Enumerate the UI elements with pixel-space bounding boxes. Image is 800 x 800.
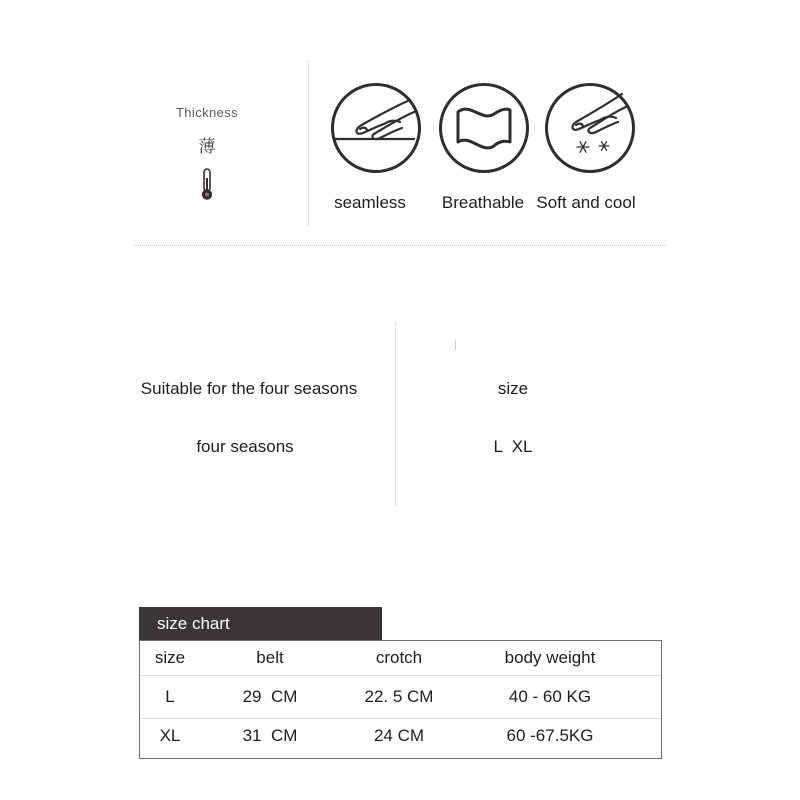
horizontal-divider: [135, 245, 665, 246]
cell-size: XL: [159, 726, 181, 745]
header-size: size: [154, 648, 186, 667]
thickness-value: 薄: [198, 137, 216, 157]
snowflake-icon: [577, 142, 589, 152]
season-value: four seasons: [196, 437, 294, 456]
header-crotch: crotch: [375, 648, 423, 667]
size-chart-title: size chart: [139, 607, 382, 640]
thermometer-icon: [199, 168, 215, 201]
cell-crotch: 24 CM: [373, 726, 425, 745]
size-value: L XL: [493, 437, 533, 456]
cell-belt: 29 CM: [242, 687, 298, 706]
snowflake-icon: [599, 142, 609, 151]
hand-touch-line-icon: [330, 82, 422, 174]
feature-label-seamless: seamless: [334, 193, 406, 212]
header-body-weight: body weight: [504, 648, 596, 667]
cell-size: L: [165, 687, 175, 706]
table-row: [140, 676, 661, 719]
size-chart-table: [139, 640, 662, 759]
table-header-row: [140, 641, 661, 676]
cell-crotch: 22. 5 CM: [364, 687, 434, 706]
cell-body-weight: 40 - 60 KG: [508, 687, 592, 706]
cell-belt: 31 CM: [242, 726, 298, 745]
table-row: [140, 719, 661, 757]
decorative-tick: [455, 340, 456, 350]
size-title: size: [497, 379, 529, 398]
cell-body-weight: 60 -67.5KG: [506, 726, 594, 745]
season-title: Suitable for the four seasons: [140, 379, 358, 398]
middle-vertical-divider: [395, 322, 396, 505]
feature-label-soft-and-cool: Soft and cool: [536, 193, 636, 212]
hand-snowflake-icon: [544, 82, 636, 174]
header-belt: belt: [256, 648, 284, 667]
wavy-fabric-icon: [438, 82, 530, 174]
feature-label-breathable: Breathable: [441, 193, 525, 212]
thickness-label: Thickness: [175, 105, 239, 120]
